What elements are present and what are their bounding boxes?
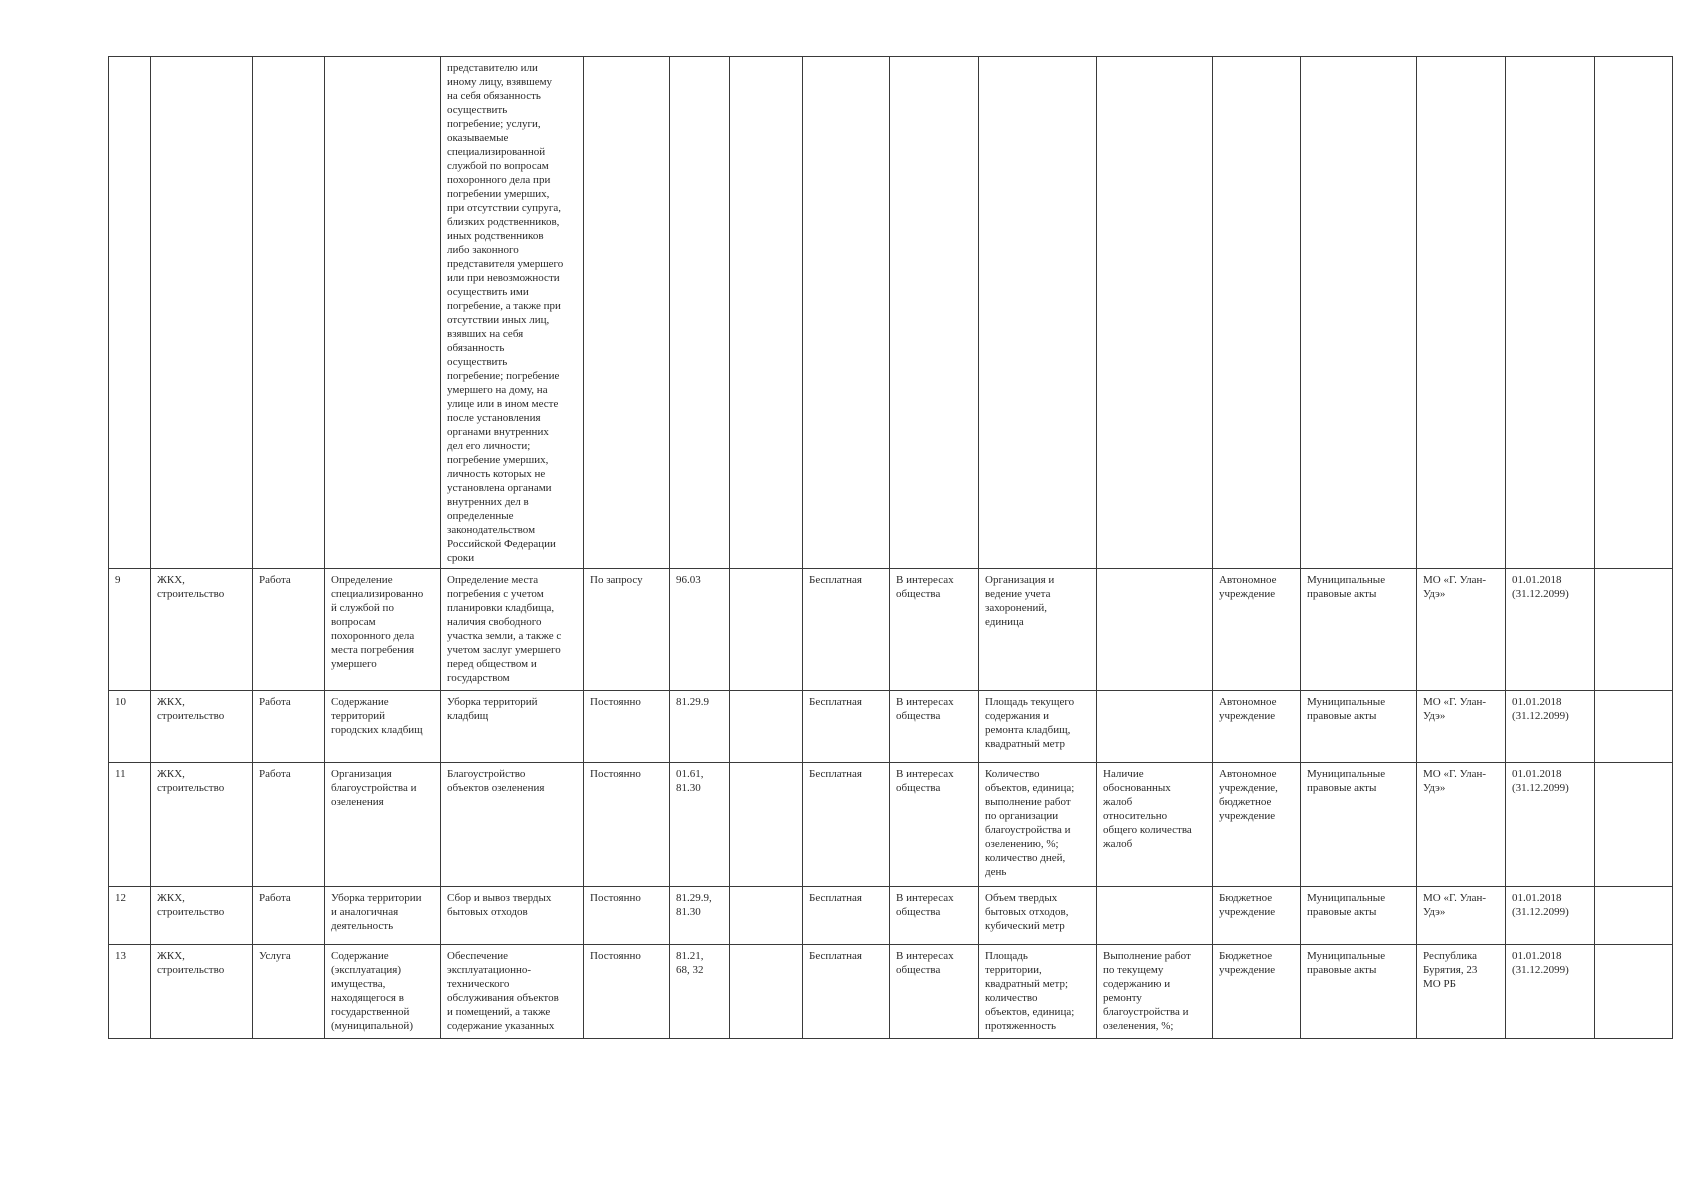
quality-indicator-cell (1097, 887, 1213, 945)
payment-cell: Бесплатная (803, 945, 890, 1039)
dates-cell: 01.01.2018 (31.12.2099) (1506, 569, 1595, 691)
volume-indicator-cell: Организация и ведение учета захоронений, единица (979, 569, 1097, 691)
empty-cell (1595, 763, 1673, 887)
sphere-cell: ЖКХ, строительство (151, 691, 253, 763)
dates-cell: 01.01.2018 (31.12.2099) (1506, 887, 1595, 945)
table-row (109, 887, 1673, 945)
volume-indicator-cell (979, 57, 1097, 569)
empty-cell (1595, 57, 1673, 569)
dates-cell: 01.01.2018 (31.12.2099) (1506, 691, 1595, 763)
dates-cell: 01.01.2018 (31.12.2099) (1506, 763, 1595, 887)
frequency-cell (584, 57, 670, 569)
table-row (109, 763, 1673, 887)
sphere-cell: ЖКХ, строительство (151, 763, 253, 887)
interests-cell: В интересах общества (890, 691, 979, 763)
institution-type-cell: Бюджетное учреждение (1213, 945, 1301, 1039)
empty-cell (730, 569, 803, 691)
founder-cell: МО «Г. Улан- Удэ» (1417, 887, 1506, 945)
legal-acts-cell (1301, 57, 1417, 569)
frequency-cell: Постоянно (584, 691, 670, 763)
frequency-cell: Постоянно (584, 763, 670, 887)
empty-cell (1595, 887, 1673, 945)
legal-acts-cell: Муниципальные правовые акты (1301, 887, 1417, 945)
empty-cell (730, 691, 803, 763)
row-number-cell: 13 (109, 945, 151, 1039)
sphere-cell: ЖКХ, строительство (151, 569, 253, 691)
type-cell: Работа (253, 569, 325, 691)
sphere-cell (151, 57, 253, 569)
frequency-cell: Постоянно (584, 887, 670, 945)
description-cell: представителю или иному лицу, взявшему на себя обязанность осуществить погребение; услуги, оказываемые специализированной службой по вопросам похоронного дела при погребении умерших, при отсутствии супруга, близких родственников, иных родственников либо законного представителя умершего или при невозможности осуществить ими погребение, а также при отсутствии иных лиц, взявших на себя обязанность осуществить погребение; погребение умершего на дому, на улице или в ином месте после установления органами внутренних дел его личности; погребение умерших, личность которых не установлена органами внутренних дел в определенные законодательством Российской Федерации сроки (441, 57, 584, 569)
interests-cell: В интересах общества (890, 887, 979, 945)
payment-cell: Бесплатная (803, 569, 890, 691)
quality-indicator-cell (1097, 691, 1213, 763)
service-name-cell: Содержание (эксплуатация) имущества, находящегося в государственной (муниципальной) (325, 945, 441, 1039)
service-name-cell (325, 57, 441, 569)
payment-cell: Бесплатная (803, 763, 890, 887)
institution-type-cell: Автономное учреждение, бюджетное учреждение (1213, 763, 1301, 887)
service-name-cell: Определение специализированно й службой по вопросам похоронного дела места погребения умершего (325, 569, 441, 691)
empty-cell (1595, 691, 1673, 763)
quality-indicator-cell: Наличие обоснованных жалоб относительно общего количества жалоб (1097, 763, 1213, 887)
institution-type-cell (1213, 57, 1301, 569)
type-cell (253, 57, 325, 569)
founder-cell: Республика Бурятия, 23 МО РБ (1417, 945, 1506, 1039)
description-cell: Обеспечение эксплуатационно- технического обслуживания объектов и помещений, а также содержание указанных (441, 945, 584, 1039)
empty-cell (1595, 569, 1673, 691)
payment-cell: Бесплатная (803, 691, 890, 763)
volume-indicator-cell: Площадь текущего содержания и ремонта кладбищ, квадратный метр (979, 691, 1097, 763)
table-row (109, 569, 1673, 691)
row-number-cell: 9 (109, 569, 151, 691)
payment-cell: Бесплатная (803, 887, 890, 945)
empty-cell (730, 887, 803, 945)
service-name-cell: Содержание территорий городских кладбищ (325, 691, 441, 763)
dates-cell (1506, 57, 1595, 569)
quality-indicator-cell (1097, 57, 1213, 569)
empty-cell (1595, 945, 1673, 1039)
table-row (109, 691, 1673, 763)
services-registry-table (108, 56, 1673, 1039)
empty-cell (730, 945, 803, 1039)
quality-indicator-cell (1097, 569, 1213, 691)
founder-cell: МО «Г. Улан- Удэ» (1417, 763, 1506, 887)
sphere-cell: ЖКХ, строительство (151, 887, 253, 945)
table-body (109, 57, 1673, 1039)
row-number-cell: 10 (109, 691, 151, 763)
sphere-cell: ЖКХ, строительство (151, 945, 253, 1039)
type-cell: Работа (253, 691, 325, 763)
institution-type-cell: Бюджетное учреждение (1213, 887, 1301, 945)
legal-acts-cell: Муниципальные правовые акты (1301, 945, 1417, 1039)
volume-indicator-cell: Количество объектов, единица; выполнение работ по организации благоустройства и озеленению, %; количество дней, день (979, 763, 1097, 887)
description-cell: Уборка территорий кладбищ (441, 691, 584, 763)
quality-indicator-cell: Выполнение работ по текущему содержанию и ремонту благоустройства и озеленения, %; (1097, 945, 1213, 1039)
row-number-cell (109, 57, 151, 569)
type-cell: Работа (253, 887, 325, 945)
table-row (109, 945, 1673, 1039)
okved-code-cell: 81.29.9 (670, 691, 730, 763)
service-name-cell: Организация благоустройства и озеленения (325, 763, 441, 887)
frequency-cell: Постоянно (584, 945, 670, 1039)
empty-cell (730, 57, 803, 569)
institution-type-cell: Автономное учреждение (1213, 691, 1301, 763)
payment-cell (803, 57, 890, 569)
type-cell: Работа (253, 763, 325, 887)
okved-code-cell: 96.03 (670, 569, 730, 691)
interests-cell: В интересах общества (890, 569, 979, 691)
dates-cell: 01.01.2018 (31.12.2099) (1506, 945, 1595, 1039)
row-number-cell: 11 (109, 763, 151, 887)
okved-code-cell: 81.29.9, 81.30 (670, 887, 730, 945)
type-cell: Услуга (253, 945, 325, 1039)
founder-cell (1417, 57, 1506, 569)
empty-cell (730, 763, 803, 887)
service-name-cell: Уборка территории и аналогичная деятельность (325, 887, 441, 945)
interests-cell (890, 57, 979, 569)
okved-code-cell: 81.21, 68, 32 (670, 945, 730, 1039)
description-cell: Определение места погребения с учетом планировки кладбища, наличия свободного участка земли, а также с учетом заслуг умершего перед обществом и государством (441, 569, 584, 691)
table-row (109, 57, 1673, 569)
volume-indicator-cell: Объем твердых бытовых отходов, кубический метр (979, 887, 1097, 945)
founder-cell: МО «Г. Улан- Удэ» (1417, 569, 1506, 691)
legal-acts-cell: Муниципальные правовые акты (1301, 763, 1417, 887)
founder-cell: МО «Г. Улан- Удэ» (1417, 691, 1506, 763)
frequency-cell: По запросу (584, 569, 670, 691)
interests-cell: В интересах общества (890, 945, 979, 1039)
legal-acts-cell: Муниципальные правовые акты (1301, 691, 1417, 763)
description-cell: Благоустройство объектов озеленения (441, 763, 584, 887)
row-number-cell: 12 (109, 887, 151, 945)
okved-code-cell (670, 57, 730, 569)
interests-cell: В интересах общества (890, 763, 979, 887)
okved-code-cell: 01.61, 81.30 (670, 763, 730, 887)
legal-acts-cell: Муниципальные правовые акты (1301, 569, 1417, 691)
description-cell: Сбор и вывоз твердых бытовых отходов (441, 887, 584, 945)
volume-indicator-cell: Площадь территории, квадратный метр; количество объектов, единица; протяженность (979, 945, 1097, 1039)
institution-type-cell: Автономное учреждение (1213, 569, 1301, 691)
